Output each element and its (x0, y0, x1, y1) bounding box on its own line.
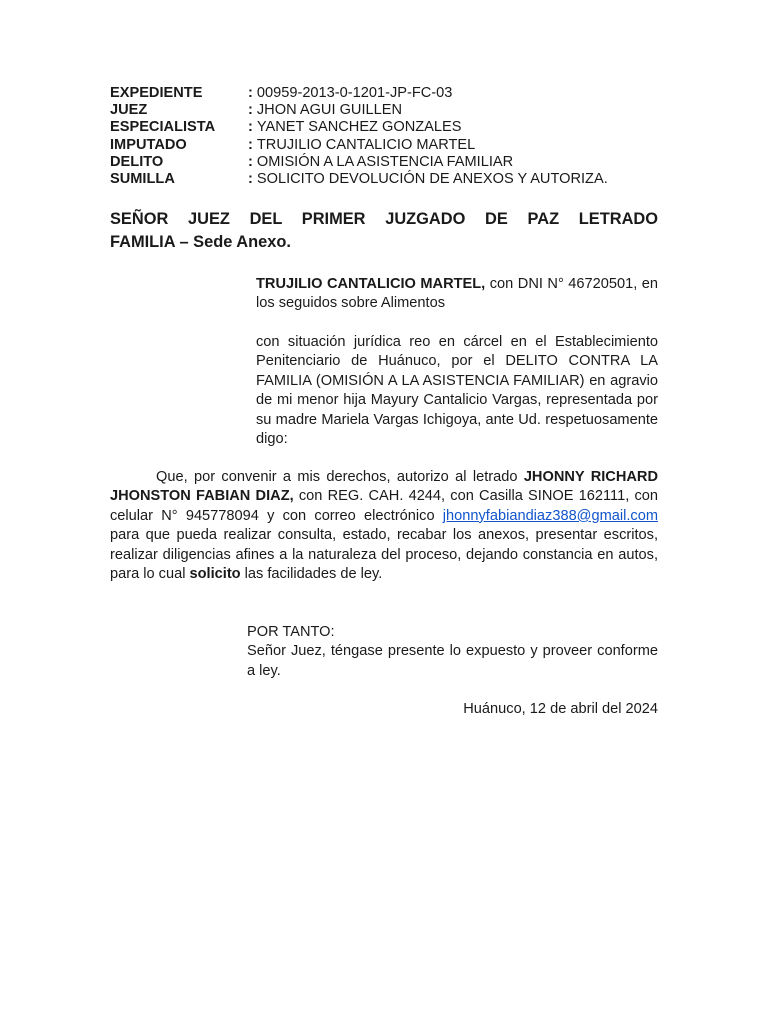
presenter-paragraph (256, 275, 658, 314)
court-address (110, 208, 658, 254)
closing-section (247, 623, 658, 681)
header-value: 00959-2013-0-1201-JP-FC-03 (256, 85, 453, 101)
header-row-imputado: IMPUTADO : TRUJILIO CANTALICIO MARTEL (110, 136, 476, 153)
header-row-sumilla: SUMILLA : SOLICITO DEVOLUCIÓN DE ANEXOS Y AUTORIZA. (110, 171, 608, 188)
header-row-expediente: EXPEDIENTE : 00959-2013-0-1201-JP-FC-03 (110, 85, 453, 101)
presenter-name: TRUJILIO CANTALICIO MARTEL, (256, 276, 486, 292)
body-text: con REG. CAH. 4244, con Casilla SINOE 162111, con celular N° 945778094 y con correo electrónico (110, 488, 658, 524)
closing-text: Señor Juez, téngase presente lo expuesto y proveer conforme a ley. (247, 643, 658, 679)
header-label: SUMILLA (110, 171, 175, 188)
body-text: las facilidades de ley. (240, 566, 383, 583)
header-value: YANET SANCHEZ GONZALES (256, 119, 462, 136)
header-row-especialista: ESPECIALISTA : YANET SANCHEZ GONZALES (110, 119, 462, 136)
lawyer-name: JHONNY RICHARD JHONSTON FABIAN DIAZ, (110, 469, 659, 505)
situation-paragraph: con situación jurídica reo en cárcel en el Establecimiento Penitenciario de Huánuco, por el DELITO CONTRA LA FAMILIA (OMISIÓN A LA ASISTENCIA FAMILIAR) en agravio de mi menor hija Mayury Cantalicio Vargas, representada por su madre Mariela Vargas Ichigoya, ante Ud. respetuosamente digo: (256, 334, 658, 448)
address-line-1: SEÑOR JUEZ DEL PRIMER JUZGADO DE PAZ LETRADO (110, 210, 658, 228)
por-tanto-heading: POR TANTO: (247, 624, 335, 640)
header-row-juez: JUEZ : JHON AGUI GUILLEN (110, 102, 403, 119)
authorization-paragraph (110, 468, 658, 584)
header-value: SOLICITO DEVOLUCIÓN DE ANEXOS Y AUTORIZA. (256, 171, 608, 188)
body-text: Que, por convenir a mis derechos, autorizo al letrado (156, 469, 524, 485)
body-text: para que pueda realizar consulta, estado, recabar los anexos, presentar escritos, realizar diligencias afines a la naturaleza del proceso, dejando constancia en autos, para lo cual (110, 527, 658, 583)
header-value: JHON AGUI GUILLEN (256, 102, 403, 119)
case-header (110, 85, 670, 188)
header-label: IMPUTADO (110, 136, 187, 153)
email-link[interactable]: jhonnyfabiandiaz388@gmail.com (442, 507, 658, 524)
header-label: EXPEDIENTE (110, 85, 203, 101)
header-label: DELITO (110, 153, 164, 170)
presenter-details: con DNI N° 46720501, en los seguidos sobre Alimentos (256, 276, 658, 312)
header-label: JUEZ (110, 102, 148, 119)
address-line-2: FAMILIA – Sede Anexo. (110, 233, 291, 251)
header-value: TRUJILIO CANTALICIO MARTEL (256, 136, 476, 153)
solicito-word: solicito (189, 566, 241, 583)
header-label: ESPECIALISTA (110, 119, 216, 136)
document-date: Huánuco, 12 de abril del 2024 (463, 701, 658, 717)
header-row-delito: DELITO : OMISIÓN A LA ASISTENCIA FAMILIAR (110, 153, 514, 170)
header-value: OMISIÓN A LA ASISTENCIA FAMILIAR (256, 153, 514, 170)
